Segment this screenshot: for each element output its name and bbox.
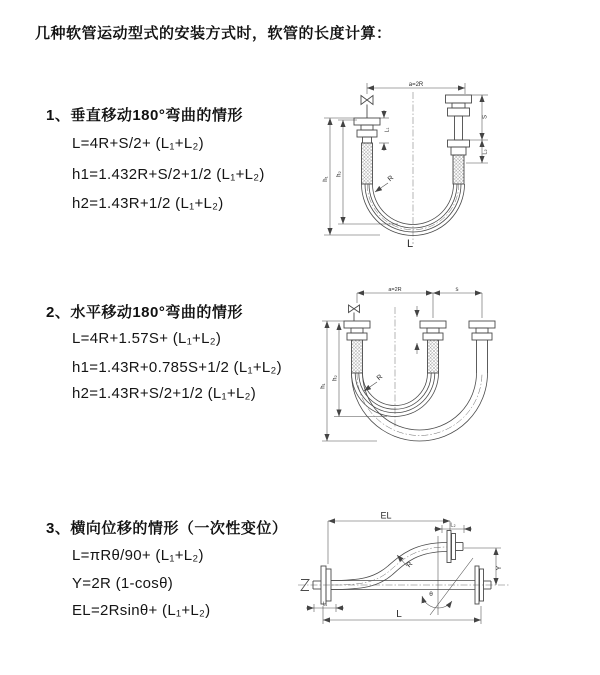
dim-label-h1: h₁ <box>323 176 329 182</box>
diagram-vertical-180-bend <box>310 72 545 254</box>
dim-label-l2: L₂ <box>450 522 456 529</box>
valve-icon <box>361 96 373 119</box>
radius-callout <box>397 555 414 569</box>
dim-label-radius: R <box>375 373 385 383</box>
dim-label-el: EL <box>380 510 392 521</box>
hose-displaced-position <box>331 543 447 590</box>
section-1-heading: 1、垂直移动180°弯曲的情形 <box>46 107 243 124</box>
dim-label-h2: h₂ <box>332 375 339 381</box>
middle-pipe-fitting <box>420 321 446 373</box>
dim-fitting-right <box>434 523 472 534</box>
dim-label-radius: R <box>405 560 415 570</box>
right-pipe-fitting <box>469 321 495 373</box>
dim-label-l1: L₁ <box>384 127 391 133</box>
diagram-lateral-displacement <box>298 508 568 648</box>
formula-h1: h1=1.43R+0.785S+1/2 (L₁+L₂) <box>72 359 282 376</box>
formula-h2: h2=1.43R+S/2+1/2 (L₁+L₂) <box>72 385 257 402</box>
dim-top-width <box>357 287 482 318</box>
dim-label-h1: h₁ <box>320 383 327 389</box>
dim-label-top-width: a=2R <box>388 286 402 293</box>
dim-top-width <box>367 82 465 94</box>
section-2-heading: 2、水平移动180°弯曲的情形 <box>46 304 243 321</box>
section-3-heading: 3、横向位移的情形（一次性变位） <box>46 520 288 537</box>
dim-length <box>323 606 481 624</box>
dim-label-l2: L₂ <box>482 149 489 155</box>
formula-length: L=4R+S/2+ (L₁+L₂) <box>72 135 204 152</box>
centerlines <box>367 92 459 244</box>
dim-fitting-left <box>306 602 344 613</box>
radius-callout <box>364 374 384 391</box>
right-pipe-fitting <box>446 95 472 184</box>
valve-icon <box>349 305 360 321</box>
formula-length: L=4R+1.57S+ (L₁+L₂) <box>72 330 222 347</box>
left-pipe-fitting <box>354 118 380 184</box>
hose-u-bend-position2 <box>352 373 488 441</box>
left-pipe-fitting <box>344 321 370 373</box>
dim-label-length: L <box>406 238 414 250</box>
dim-fitting-left <box>379 110 391 151</box>
dim-label-s: S <box>482 114 489 120</box>
radius-callout <box>375 175 395 192</box>
dim-extended-length <box>328 511 450 565</box>
diagram-horizontal-180-bend <box>315 283 550 465</box>
dim-label-length: L <box>396 609 402 620</box>
dim-label-y: Y <box>496 565 503 571</box>
dim-label-top-width: a=2R <box>408 81 424 88</box>
formula-h1: h1=1.432R+S/2+1/2 (L₁+L₂) <box>72 166 265 183</box>
dim-label-h2: h₂ <box>336 171 343 177</box>
formula-el: EL=2Rsinθ+ (L₁+L₂) <box>72 602 211 619</box>
dim-label-stroke: s <box>455 286 459 293</box>
page-title: 几种软管运动型式的安装方式时，软管的长度计算： <box>35 25 392 42</box>
dim-label-l1: L₁ <box>322 601 328 608</box>
dim-label-radius: R <box>386 174 396 184</box>
dim-label-theta: θ <box>429 591 433 598</box>
formula-h2: h2=1.43R+1/2 (L₁+L₂) <box>72 195 224 212</box>
dim-stroke <box>466 95 489 163</box>
formula-y: Y=2R (1-cosθ) <box>72 575 174 592</box>
dim-height-outer <box>321 321 378 441</box>
formula-length: L=πRθ/90+ (L₁+L₂) <box>72 547 204 564</box>
right-flange-displaced <box>447 531 463 563</box>
